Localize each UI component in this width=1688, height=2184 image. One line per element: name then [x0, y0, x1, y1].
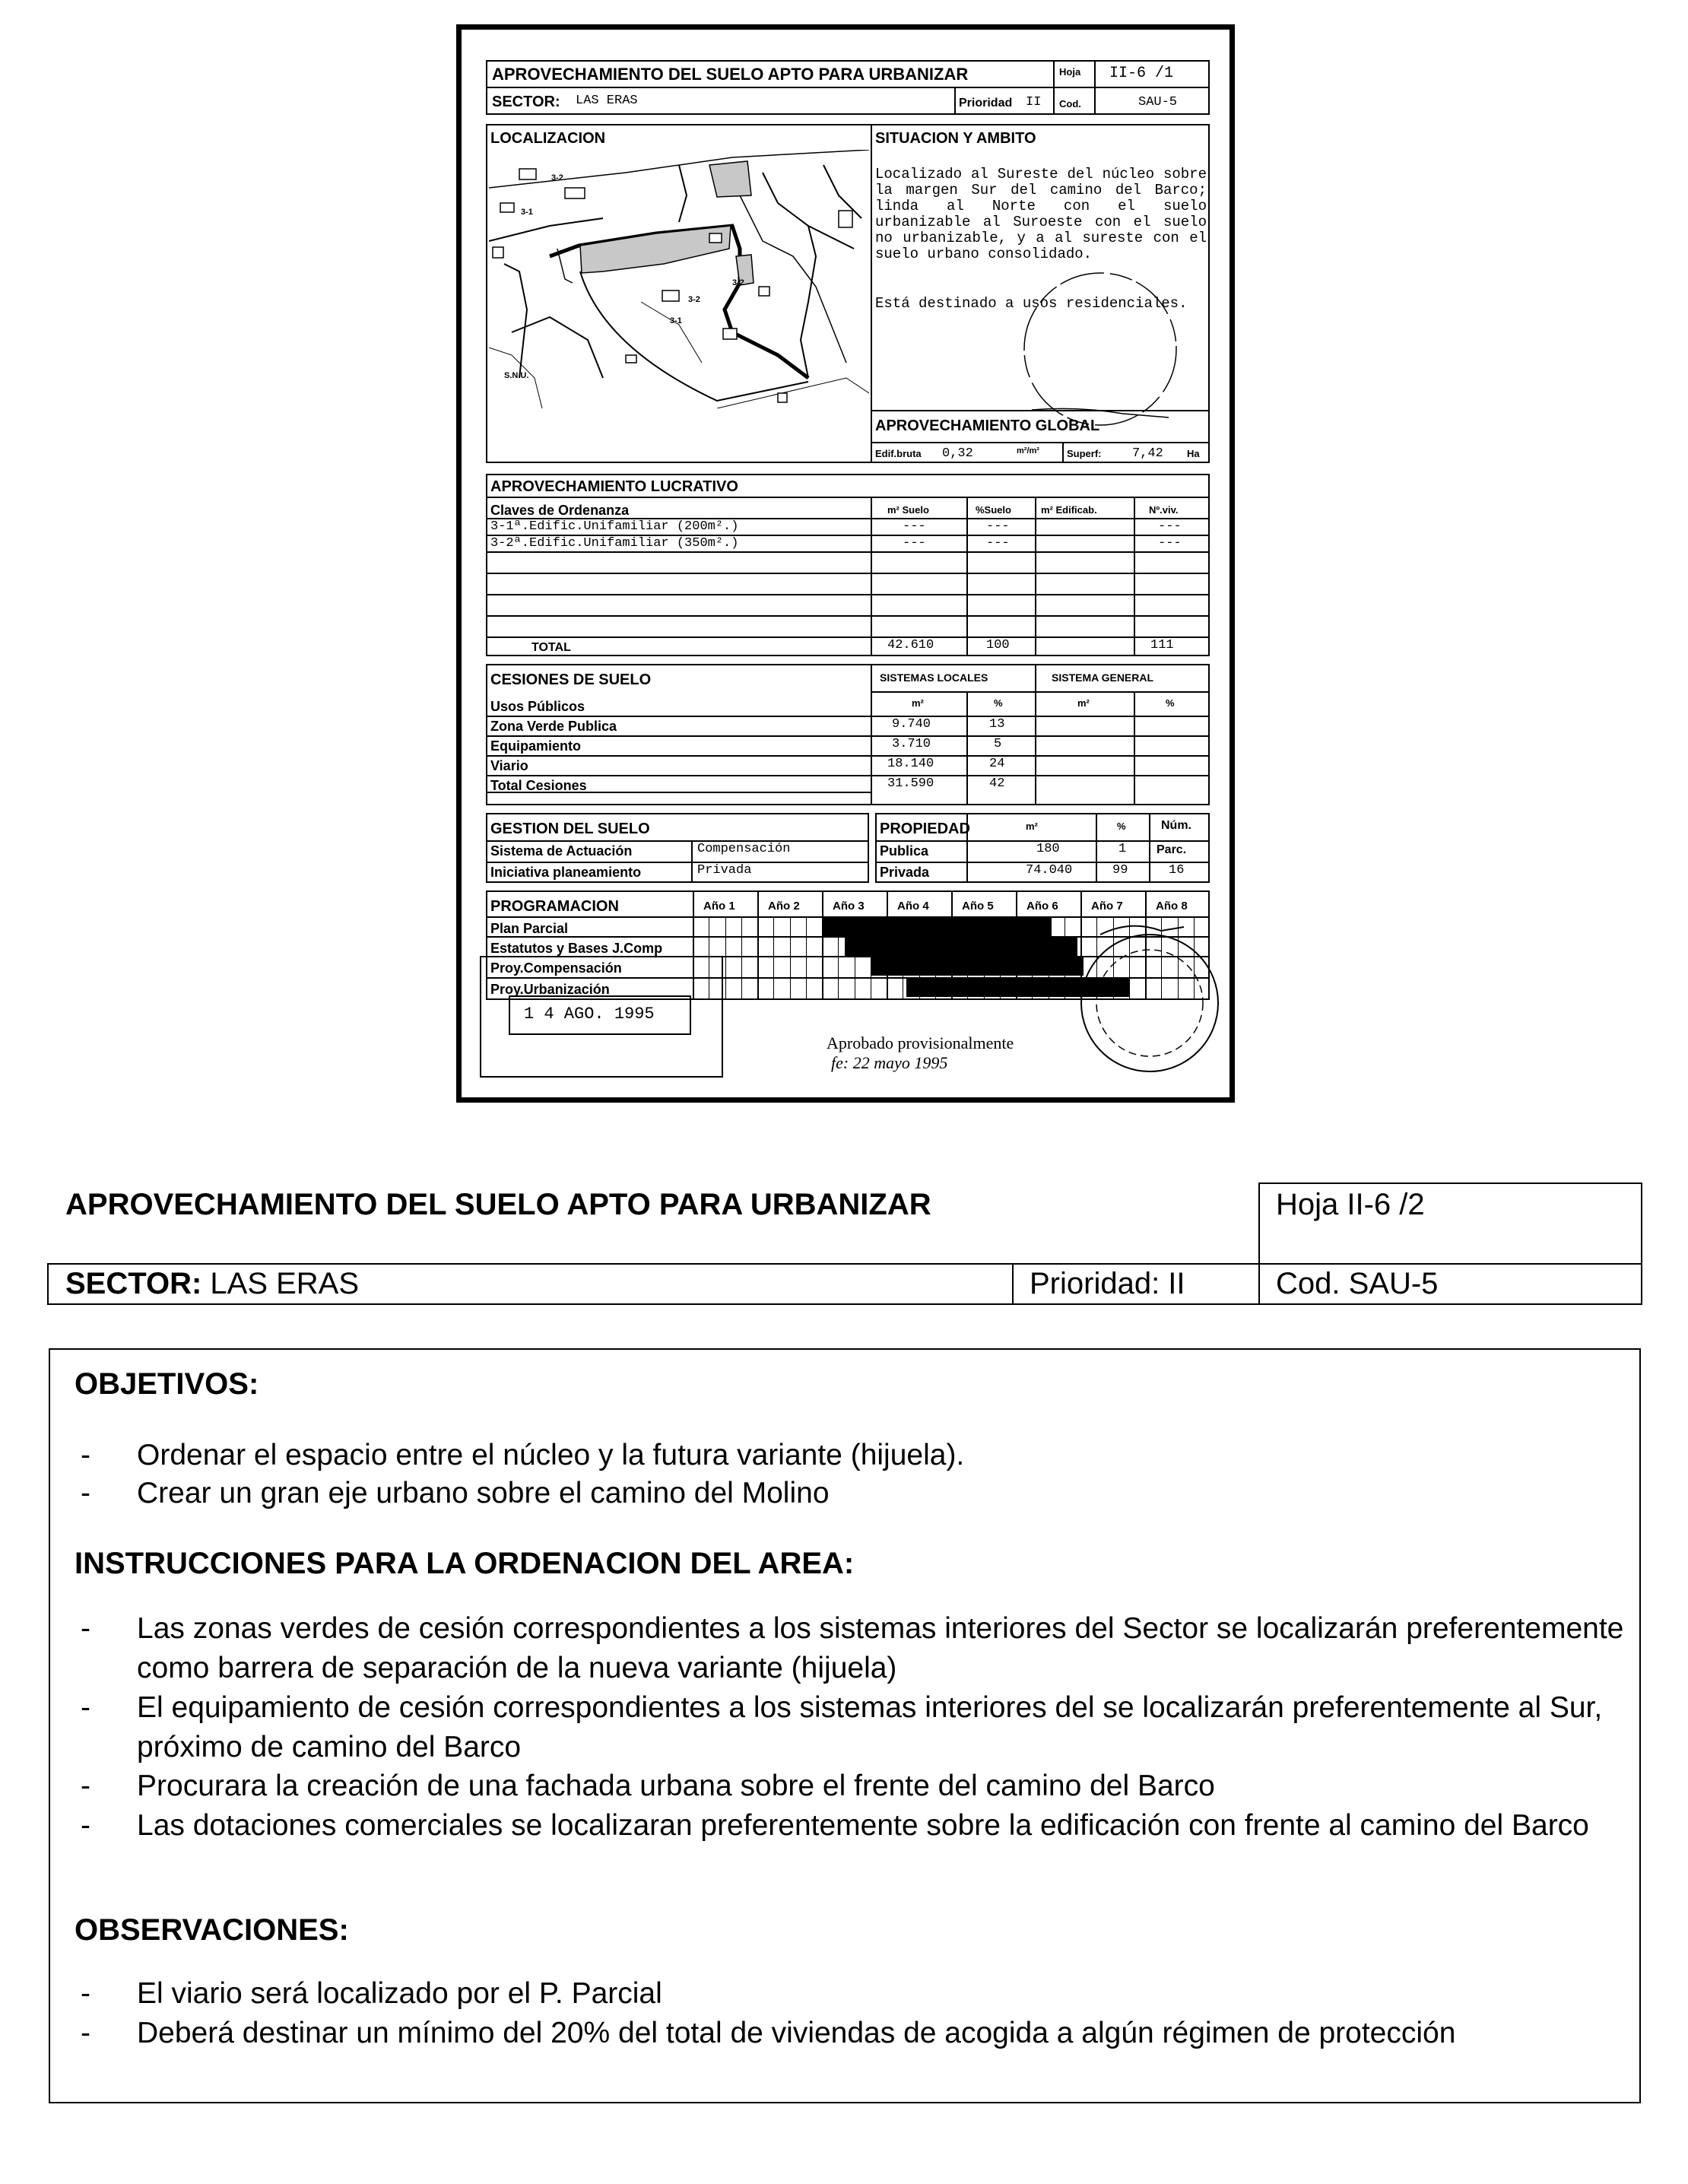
doc-cod: Cod. SAU-5	[1276, 1267, 1439, 1300]
cesiones-sg-m2-header: m²	[1077, 697, 1090, 709]
programacion-quarter-tick	[790, 916, 791, 1000]
programacion-title: PROGRAMACION	[490, 898, 619, 915]
lucrativo-row-2-viv: ---	[1158, 536, 1182, 551]
signature-circle	[1017, 265, 1184, 433]
lucrativo-header-claves: Claves de Ordenanza	[490, 503, 630, 518]
superf-unit: Ha	[1187, 448, 1200, 459]
scan-title: APROVECHAMIENTO DEL SUELO APTO PARA URBANIZAR	[492, 65, 969, 84]
observacion-text: Deberá destinar un mínimo del 20% del total de viviendas de acogida a algún régimen de protección	[137, 2017, 1456, 2049]
lucrativo-title: APROVECHAMIENTO LUCRATIVO	[490, 478, 738, 495]
objetivo-text: Ordenar el espacio entre el núcleo y la futura variante (hijuela).	[137, 1439, 965, 1471]
gestion-title: GESTION DEL SUELO	[490, 821, 650, 837]
cesiones-row-1-pct: 13	[989, 717, 1005, 732]
propiedad-m2-header: m²	[1026, 821, 1038, 832]
bullet-dash: -	[81, 1691, 90, 1724]
situacion-text: Localizado al Sureste del núcleo sobre la margen Sur del camino del Barco; linda al Norte con el suelo urbanizable al Suroeste con el suelo no urbanizable, y a al sureste con el suelo urbano consolidado.	[875, 166, 1207, 262]
bullet-dash: -	[81, 1809, 90, 1842]
bullet-dash: -	[81, 1770, 90, 1802]
scanned-sheet	[456, 24, 1235, 1103]
propiedad-row-1-label: Publica	[880, 843, 929, 859]
lucrativo-total-label: TOTAL	[531, 641, 571, 654]
bullet-dash: -	[81, 1439, 90, 1471]
cesiones-row-4-label: Total Cesiones	[490, 778, 587, 793]
lucrativo-row-2-clave: 3-2ª.Edific.Unifamiliar (350m².)	[490, 536, 739, 551]
lucrativo-total-suelo: 42.610	[887, 638, 934, 652]
cesiones-row-1-label: Zona Verde Publica	[490, 719, 617, 734]
programacion-year-label: Año 7	[1091, 900, 1123, 913]
cesiones-title: CESIONES DE SUELO	[490, 671, 652, 688]
bullet-dash: -	[81, 1977, 90, 2010]
gestion-row-1-value: Compensación	[697, 842, 791, 856]
cesiones-row-2-m2: 3.710	[892, 737, 931, 751]
cesiones-row-3-pct: 24	[989, 757, 1005, 771]
cesiones-row-3-m2: 18.140	[887, 757, 934, 771]
lucrativo-row-1-pct: ---	[986, 519, 1010, 534]
edif-value: 0,32	[942, 446, 973, 461]
programacion-year-label: Año 6	[1026, 900, 1058, 913]
instruccion-text: Procurara la creación de una fachada urbana sobre el frente del camino del Barco	[137, 1770, 1215, 1802]
propiedad-row-1-num: Parc.	[1157, 843, 1187, 856]
gestion-row-2-label: Iniciativa planeamiento	[490, 865, 642, 880]
scan-hoja-value: II-6 /1	[1109, 65, 1174, 82]
situacion-title: SITUACION Y AMBITO	[875, 130, 1036, 147]
edif-label: Edif.bruta	[875, 448, 922, 459]
cesiones-sg-pct-header: %	[1166, 697, 1175, 709]
round-stamp	[1070, 904, 1230, 1102]
scan-hoja-label: Hoja	[1059, 66, 1081, 78]
doc-prioridad: Prioridad: II	[1030, 1267, 1185, 1300]
lucrativo-header-edif: m² Edificab.	[1041, 504, 1097, 516]
cesiones-row-4-m2: 31.590	[887, 776, 934, 791]
cesiones-usos-header: Usos Públicos	[490, 699, 585, 714]
objetivos-title: OBJETIVOS:	[75, 1367, 259, 1401]
doc-sector-divider	[1012, 1263, 1014, 1305]
programacion-year-label: Año 1	[703, 900, 735, 913]
sistema-general-header: SISTEMA GENERAL	[1052, 671, 1154, 684]
programacion-row-1-label: Plan Parcial	[490, 921, 569, 936]
svg-text:3-2: 3-2	[732, 278, 744, 287]
lucrativo-row-1-suelo: ---	[903, 519, 926, 534]
programacion-year-label: Año 4	[897, 900, 929, 913]
programacion-row-4-label: Proy.Urbanización	[490, 982, 610, 997]
propiedad-row-1-m2: 180	[1036, 842, 1060, 856]
programacion-bar	[871, 957, 1084, 976]
location-map	[489, 150, 869, 408]
doc-title: APROVECHAMIENTO DEL SUELO APTO PARA URBANIZAR	[65, 1188, 931, 1221]
programacion-year-label: Año 8	[1156, 900, 1188, 913]
propiedad-pct-header: %	[1117, 821, 1126, 832]
aprov-global-title: APROVECHAMIENTO GLOBAL	[875, 417, 1100, 434]
programacion-quarter-tick	[725, 916, 726, 1000]
propiedad-row-2-num: 16	[1169, 863, 1185, 878]
bullet-dash: -	[81, 1477, 90, 1509]
doc-sector-label: SECTOR:	[65, 1267, 202, 1300]
destino-text: Está destinado a usos residenciales.	[875, 295, 1188, 312]
scan-sector-value: LAS ERAS	[576, 94, 638, 108]
programacion-quarter-tick	[741, 916, 742, 1000]
instruccion-text: Las dotaciones comerciales se localizaran preferentemente sobre la edificación con frente al camino del Barco	[137, 1809, 1589, 1842]
lucrativo-total-pct: 100	[986, 638, 1010, 652]
svg-text:3-2: 3-2	[551, 173, 563, 183]
lucrativo-row-2-suelo: ---	[903, 536, 926, 551]
cesiones-pct-header: %	[994, 697, 1003, 709]
cesiones-row-2-pct: 5	[994, 737, 1002, 751]
superf-label: Superf:	[1067, 448, 1102, 459]
doc-hoja: Hoja II-6 /2	[1276, 1188, 1425, 1221]
programacion-year-divider	[822, 890, 823, 1000]
superf-value: 7,42	[1132, 446, 1163, 461]
svg-text:3-1: 3-1	[670, 316, 682, 325]
propiedad-row-1-pct: 1	[1118, 842, 1127, 856]
svg-text:3-2: 3-2	[688, 295, 700, 304]
programacion-year-label: Año 2	[768, 900, 800, 913]
programacion-row-2-label: Estatutos y Bases J.Comp	[490, 941, 663, 956]
svg-text:S.N.U.: S.N.U.	[504, 371, 529, 380]
cesiones-row-4-pct: 42	[989, 776, 1005, 791]
lucrativo-row-1-viv: ---	[1158, 519, 1182, 534]
registry-stamp	[480, 956, 723, 1078]
svg-text:3-1: 3-1	[521, 208, 533, 217]
programacion-year-divider	[757, 890, 759, 1000]
bullet-dash: -	[81, 2017, 90, 2049]
propiedad-row-2-m2: 74.040	[1026, 863, 1073, 878]
stamp-date: 1 4 AGO. 1995	[524, 1005, 655, 1024]
programacion-quarter-tick	[806, 916, 807, 1000]
programacion-bar	[822, 918, 1052, 936]
cesiones-row-1-m2: 9.740	[892, 717, 931, 732]
programacion-row-3-label: Proy.Compensación	[490, 960, 622, 976]
lucrativo-row-1-clave: 3-1ª.Edific.Unifamiliar (200m².)	[490, 519, 739, 534]
observaciones-title: OBSERVACIONES:	[75, 1913, 349, 1947]
scan-cod-value: SAU-5	[1138, 95, 1178, 110]
lucrativo-section	[486, 474, 1210, 656]
aprobado-line-2: fe: 22 mayo 1995	[831, 1053, 948, 1072]
cesiones-row-3-label: Viario	[490, 758, 528, 773]
aprobado-line-1: Aprobado provisionalmente	[827, 1033, 1014, 1052]
programacion-bar	[845, 938, 1077, 956]
cesiones-row-2-label: Equipamiento	[490, 738, 582, 754]
programacion-year-label: Año 3	[833, 900, 865, 913]
lucrativo-header-suelo: m² Suelo	[887, 504, 929, 516]
scan-sector-label: SECTOR:	[492, 94, 560, 110]
objetivo-text: Crear un gran eje urbano sobre el camino del Molino	[137, 1477, 830, 1509]
propiedad-row-2-label: Privada	[880, 865, 930, 880]
scan-prioridad-value: II	[1026, 95, 1042, 110]
instruccion-text: El equipamiento de cesión correspondientes a los sistemas interiores del se localizarán preferentemente al Sur, próximo de camino del Barco	[137, 1691, 1603, 1763]
scan-prioridad-label: Prioridad	[959, 97, 1013, 110]
cesiones-m2-header: m²	[912, 697, 924, 709]
scan-cod-label: Cod.	[1059, 98, 1081, 110]
lucrativo-row-2-pct: ---	[986, 536, 1010, 551]
localizacion-title: LOCALIZACION	[490, 130, 606, 147]
edif-unit: m²/m²	[1017, 446, 1039, 456]
gestion-row-2-value: Privada	[697, 863, 752, 878]
programacion-quarter-tick	[773, 916, 774, 1000]
lucrativo-header-pct: %Suelo	[976, 504, 1011, 516]
doc-sector-value: LAS ERAS	[201, 1267, 360, 1300]
gestion-row-1-label: Sistema de Actuación	[490, 843, 633, 859]
sistemas-locales-header: SISTEMAS LOCALES	[880, 671, 988, 684]
propiedad-row-2-pct: 99	[1112, 863, 1128, 878]
programacion-year-label: Año 5	[962, 900, 994, 913]
observacion-text: El viario será localizado por el P. Parcial	[137, 1977, 662, 2010]
instrucciones-title: INSTRUCCIONES PARA LA ORDENACION DEL AREA:	[75, 1547, 855, 1580]
propiedad-num-header: Núm.	[1161, 819, 1191, 832]
doc-sector	[65, 1265, 359, 1302]
lucrativo-total-viv: 111	[1150, 638, 1174, 652]
lucrativo-header-viv: Nº.viv.	[1149, 504, 1179, 516]
instruccion-text: Las zonas verdes de cesión correspondientes a los sistemas interiores del Sector se localizarán preferentemente como barrera de separación de la nueva variante (hijuela)	[137, 1612, 1624, 1684]
propiedad-title: PROPIEDAD	[880, 821, 970, 837]
bullet-dash: -	[81, 1612, 90, 1645]
